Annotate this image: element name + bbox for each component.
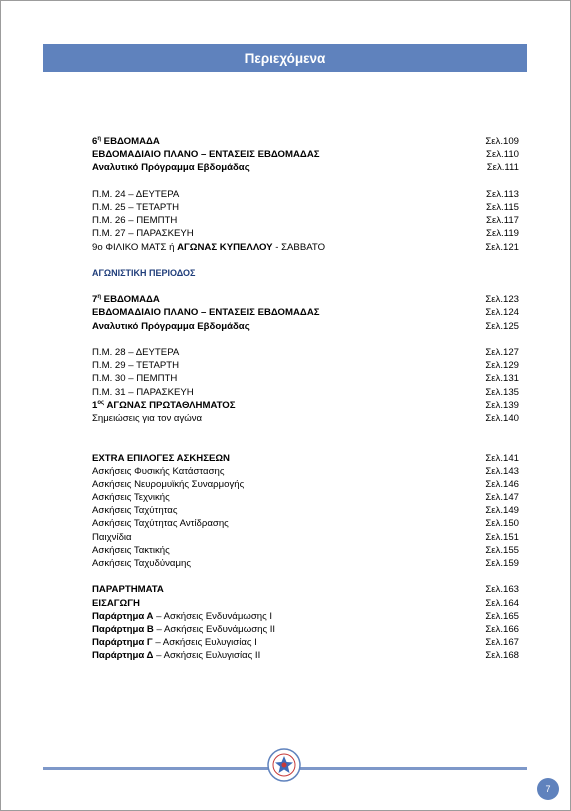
toc-entry-page: Σελ.166 (485, 623, 519, 635)
toc-entry-text: Ασκήσεις Ταχύτητας Αντίδρασης (92, 518, 229, 530)
toc-entry-text: ΕΒΔΟΜΑΔΑ (101, 294, 160, 306)
toc-entry-text: ΕΙΣΑΓΩΓΗ (92, 597, 140, 609)
toc-entry-page: Σελ.168 (485, 650, 519, 662)
contents-title: Περιεχόμενα (244, 50, 326, 66)
toc-entry-title (92, 531, 132, 544)
toc-entry-title (92, 597, 140, 610)
toc-entry-title (92, 161, 250, 174)
toc-entry-text: Ασκήσεις Τεχνικής (92, 492, 170, 504)
toc-entry (92, 544, 519, 557)
toc-entry-page: Σελ.131 (485, 373, 519, 385)
toc-entry-title (92, 227, 194, 240)
toc-entry-title (92, 346, 179, 359)
toc-group (92, 452, 519, 571)
toc-entry-page: Σελ.150 (485, 518, 519, 530)
toc-entry (92, 320, 519, 333)
toc-entry (92, 610, 519, 623)
toc-entry-title (92, 583, 164, 596)
toc-entry-prefix: 9ο ΦΙΛΙΚΟ ΜΑΤΣ ή (92, 241, 178, 253)
toc-entry-title (92, 386, 194, 399)
toc-entry-title (92, 188, 179, 201)
toc-entry-text: ΠΑΡΑΡΤΗΜΑΤΑ (92, 584, 164, 596)
toc-entry-title (92, 623, 275, 636)
toc-entry-title (92, 135, 160, 148)
toc-entry (92, 452, 519, 465)
toc-entry-text: Π.Μ. 30 – ΠΕΜΠΤΗ (92, 373, 178, 385)
toc-entry-title (92, 504, 177, 517)
toc-entry (92, 359, 519, 372)
toc-entry (92, 517, 519, 530)
toc-entry-page: Σελ.149 (485, 505, 519, 517)
toc-entry (92, 412, 519, 425)
toc-entry (92, 583, 519, 596)
toc-entry-title (92, 412, 202, 425)
toc-group (92, 188, 519, 254)
toc-entry-strong: ΑΓΩΝΑΣ ΚΥΠΕΛΛΟΥ (177, 241, 273, 253)
toc-entry-title (92, 517, 229, 530)
toc-entry (92, 465, 519, 478)
toc-entry-prefix: 1 (92, 399, 98, 411)
toc-entry-text: Π.Μ. 29 – ΤΕΤΑΡΤΗ (92, 360, 180, 372)
toc-entry-text: Ασκήσεις Ταχυδύναμης (92, 558, 191, 570)
toc-entry (92, 148, 519, 161)
toc-entry (92, 372, 519, 385)
toc-group (92, 346, 519, 425)
toc-entry-text: Π.Μ. 24 – ΔΕΥΤΕΡΑ (92, 188, 180, 200)
toc-entry-text: Ασκήσεις Ταχύτητας (92, 505, 178, 517)
toc-entry-text: Αναλυτικό Πρόγραμμα Εβδομάδας (92, 320, 250, 332)
toc-entry-text: – Ασκήσεις Ευλυγισίας ΙΙ (153, 650, 261, 662)
toc-entry-strong: Παράρτημα Γ (92, 637, 153, 649)
toc-entry-title (92, 649, 260, 662)
toc-entry-text: Αναλυτικό Πρόγραμμα Εβδομάδας (92, 162, 250, 174)
toc-entry-title (92, 544, 170, 557)
toc-entry-page: Σελ.140 (485, 412, 519, 424)
toc-entry-text: Π.Μ. 25 – ΤΕΤΑΡΤΗ (92, 201, 180, 213)
page-number-badge (537, 778, 559, 800)
toc-entry-prefix: 6 (92, 136, 98, 147)
toc-entry (92, 557, 519, 570)
toc-entry-page: Σελ.164 (485, 597, 519, 609)
toc-entry (92, 227, 519, 240)
toc-entry-title (92, 478, 244, 491)
toc-entry-text: – Ασκήσεις Ενδυνάμωσης ΙΙ (153, 623, 276, 635)
toc-entry-text: Ασκήσεις Τακτικής (92, 544, 170, 556)
toc-entry-text: - ΣΑΒΒΑΤΟ (272, 241, 326, 253)
toc-entry-page: Σελ.139 (485, 399, 519, 411)
toc-entry-text: EXTRA ΕΠΙΛΟΓΕΣ ΑΣΚΗΣΕΩΝ (92, 452, 230, 464)
toc-entry-page: Σελ.125 (485, 320, 519, 332)
toc-entry (92, 491, 519, 504)
toc-entry-text: Ασκήσεις Νευρομυϊκής Συναρμογής (92, 478, 245, 490)
toc-entry-superscript: η (97, 136, 102, 142)
toc-entry-page: Σελ.151 (485, 531, 519, 543)
toc-entry-strong: Παράρτημα Β (92, 623, 154, 635)
toc-entry (92, 399, 519, 412)
toc-entry-page: Σελ.111 (486, 162, 519, 174)
toc-entry-page: Σελ.146 (485, 478, 519, 490)
toc-entry-text: – Ασκήσεις Ενδυνάμωσης Ι (153, 610, 273, 622)
toc-entry-page: Σελ.124 (485, 307, 519, 319)
toc-entry (92, 504, 519, 517)
toc-entry-page: Σελ.135 (485, 386, 519, 398)
toc-entry-page: Σελ.115 (486, 201, 519, 213)
toc-group (92, 135, 519, 175)
toc-entry (92, 649, 519, 662)
toc-entry-page: Σελ.143 (485, 465, 519, 477)
toc-entry-title (92, 372, 177, 385)
toc-entry-text: Ασκήσεις Φυσικής Κατάστασης (92, 465, 225, 477)
contents-header (43, 44, 527, 72)
toc-group (92, 293, 519, 333)
toc-entry-text: ΕΒΔΟΜΑΔΙΑΙΟ ΠΛΑΝΟ – ΕΝΤΑΣΕΙΣ ΕΒΔΟΜΑΔΑΣ (92, 307, 320, 319)
toc-entry-title (92, 359, 179, 372)
toc-entry-page: Σελ.117 (486, 215, 519, 227)
toc-entry-title (92, 557, 191, 570)
toc-entry (92, 135, 519, 148)
toc-entry-text: ΕΒΔΟΜΑΔΙΑΙΟ ΠΛΑΝΟ – ΕΝΤΑΣΕΙΣ ΕΒΔΟΜΑΔΑΣ (92, 149, 320, 161)
toc-entry-text: ΕΒΔΟΜΑΔΑ (101, 136, 160, 147)
toc-entry (92, 214, 519, 227)
toc-section-heading (92, 267, 519, 280)
toc-entry-text: Π.Μ. 28 – ΔΕΥΤΕΡΑ (92, 347, 180, 358)
page-number: 7 (545, 784, 551, 794)
toc-entry-prefix: 7 (92, 294, 98, 306)
toc-group (92, 583, 519, 662)
toc-entry (92, 293, 519, 306)
toc-entry (92, 478, 519, 491)
toc-entry-text: Π.Μ. 27 – ΠΑΡΑΣΚΕΥΗ (92, 228, 194, 240)
toc-entry-title (92, 214, 177, 227)
toc-entry-title (92, 465, 224, 478)
toc-entry (92, 597, 519, 610)
toc-entry-title (92, 399, 236, 412)
section-title: ΑΓΩΝΙΣΤΙΚΗ ΠΕΡΙΟΔΟΣ (92, 267, 196, 278)
toc-entry-page: Σελ.109 (485, 136, 519, 147)
table-of-contents (92, 135, 519, 663)
toc-entry-title (92, 320, 250, 333)
toc-entry-title (92, 491, 170, 504)
toc-entry-title (92, 636, 257, 649)
toc-entry-title (92, 201, 179, 214)
toc-entry-title (92, 293, 160, 306)
toc-entry-text: Παιχνίδια (92, 531, 132, 543)
toc-entry-text: Π.Μ. 31 – ΠΑΡΑΣΚΕΥΗ (92, 386, 194, 398)
toc-entry-superscript: ος (97, 399, 105, 406)
toc-entry (92, 306, 519, 319)
club-logo-icon (266, 747, 302, 783)
toc-entry-page: Σελ.129 (485, 360, 519, 372)
toc-entry-page: Σελ.163 (485, 584, 519, 596)
toc-entry-title (92, 452, 230, 465)
toc-entry (92, 161, 519, 174)
toc-entry-page: Σελ.159 (485, 558, 519, 570)
toc-entry-text: – Ασκήσεις Ευλυγισίας Ι (152, 637, 257, 649)
toc-entry-page: Σελ.155 (485, 544, 519, 556)
toc-entry (92, 623, 519, 636)
toc-entry-title (92, 241, 325, 254)
toc-entry (92, 241, 519, 254)
toc-entry-title (92, 610, 272, 623)
toc-entry-title (92, 148, 320, 161)
toc-entry (92, 386, 519, 399)
toc-entry-page: Σελ.113 (486, 188, 519, 200)
toc-entry (92, 531, 519, 544)
toc-entry-text: Σημειώσεις για τον αγώνα (92, 412, 203, 424)
toc-entry-page: Σελ.123 (485, 294, 519, 306)
toc-entry (92, 188, 519, 201)
toc-entry-strong: Παράρτημα Α (92, 610, 154, 622)
toc-entry-text: Π.Μ. 26 – ΠΕΜΠΤΗ (92, 215, 178, 227)
toc-entry-page: Σελ.127 (485, 347, 519, 358)
toc-entry-strong: Παράρτημα Δ (92, 650, 154, 662)
toc-entry-page: Σελ.110 (486, 149, 519, 161)
toc-entry (92, 346, 519, 359)
toc-entry-page: Σελ.147 (485, 492, 519, 504)
toc-entry-page: Σελ.167 (485, 637, 519, 649)
toc-entry-page: Σελ.121 (485, 241, 519, 253)
toc-entry-title (92, 306, 320, 319)
toc-entry-page: Σελ.165 (485, 610, 519, 622)
toc-entry (92, 636, 519, 649)
toc-entry-page: Σελ.141 (485, 452, 519, 464)
toc-entry-superscript: η (97, 294, 102, 301)
toc-entry-page: Σελ.119 (486, 228, 519, 240)
toc-entry-text: ΑΓΩΝΑΣ ΠΡΩΤΑΘΛΗΜΑΤΟΣ (104, 399, 236, 411)
toc-entry (92, 201, 519, 214)
